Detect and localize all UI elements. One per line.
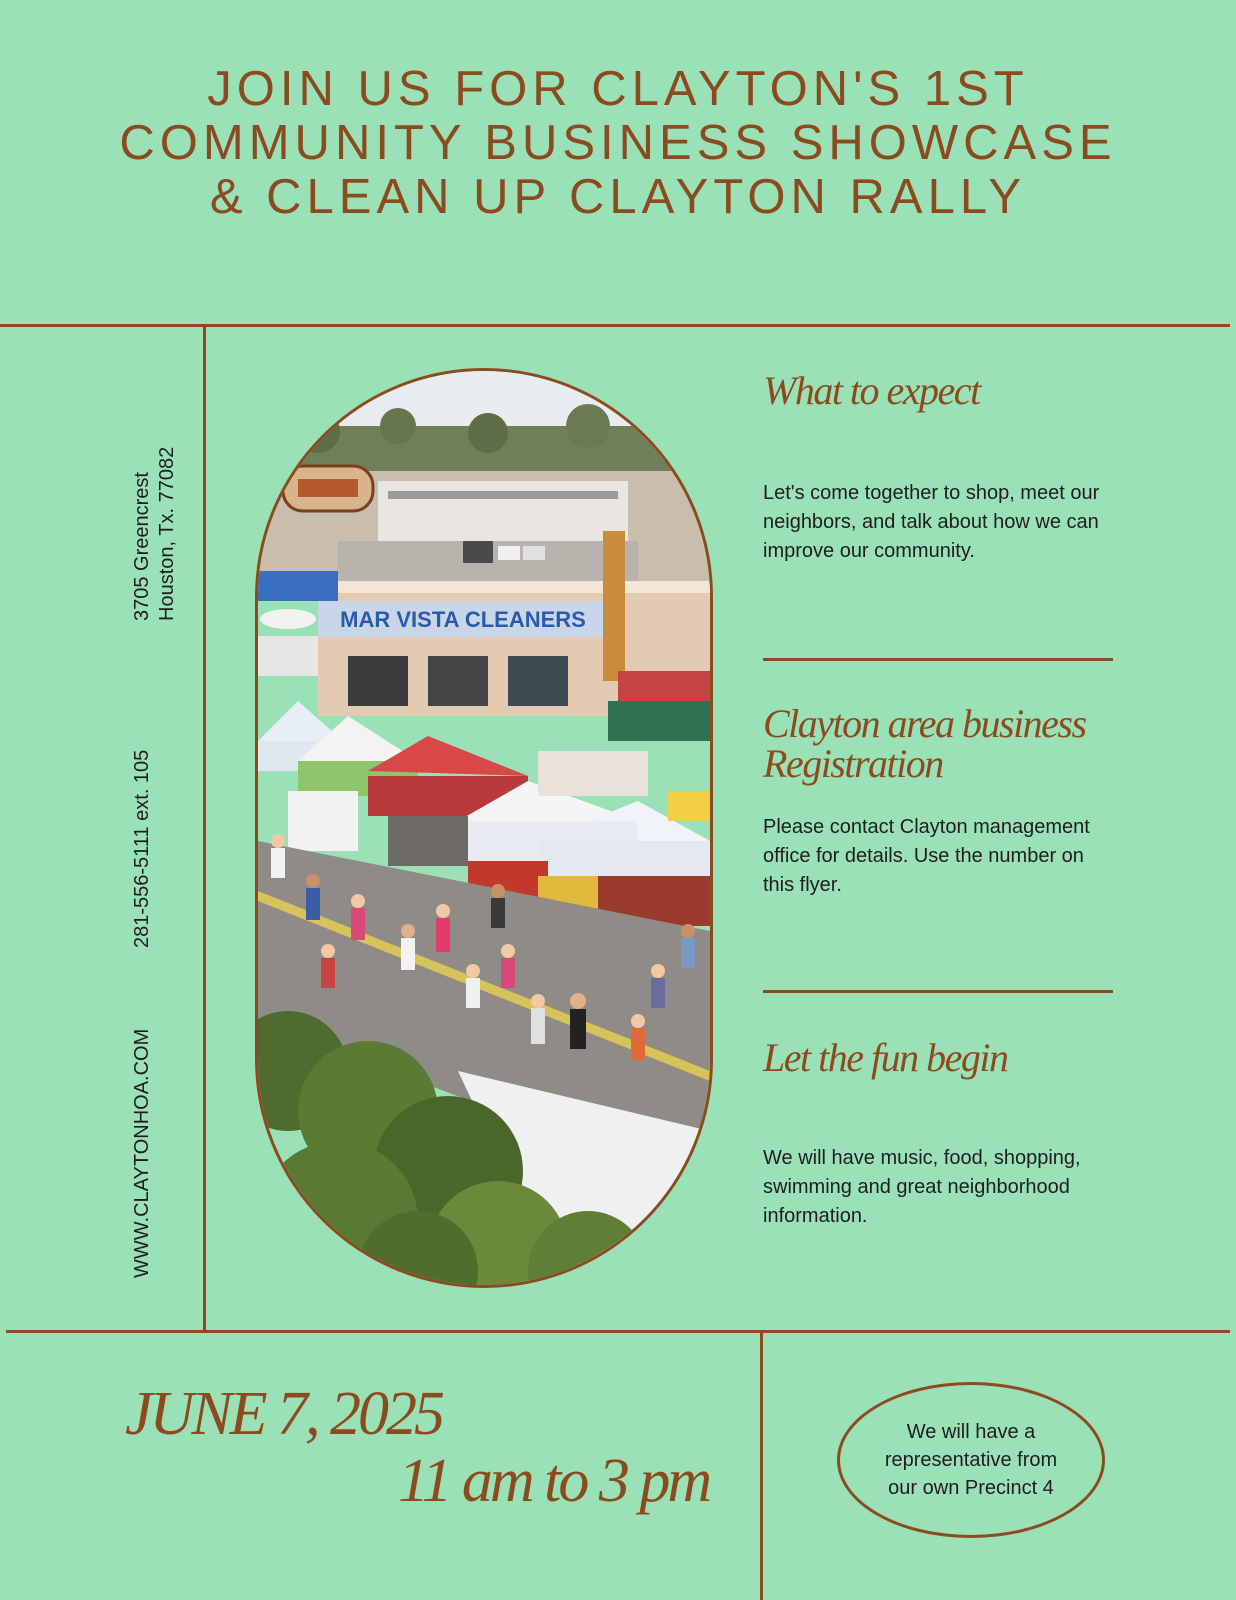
footer-divider <box>760 1332 763 1600</box>
section-divider-1 <box>763 658 1113 661</box>
title-line-3: & CLEAN UP CLAYTON RALLY <box>209 170 1027 224</box>
registration-heading-line-1: Clayton area business <box>763 701 1086 746</box>
sidebar-divider <box>203 326 206 1332</box>
phone-number: 281-556-5111 ext. 105 <box>131 749 153 948</box>
page-title <box>0 62 1236 224</box>
event-time: 11 am to 3 pm <box>398 1447 710 1515</box>
section-body-expect: Let's come together to shop, meet our neighbors, and talk about how we can improve our community. <box>763 482 1100 562</box>
precinct-note: We will have a representative from our own Precinct 4 <box>884 1421 1058 1499</box>
market-photo <box>255 368 713 1288</box>
section-heading-fun: Let the fun begin <box>763 1035 1008 1080</box>
address-block <box>130 447 180 621</box>
bottom-divider <box>6 1330 1230 1333</box>
section-body-registration: Please contact Clayton management office for details. Use the number on this flyer. <box>763 816 1090 896</box>
precinct-note-oval <box>837 1382 1105 1538</box>
address-line-2: Houston, Tx. 77082 <box>156 446 178 621</box>
store-sign <box>318 601 608 637</box>
address-line-1: 3705 Greencrest <box>131 472 153 621</box>
website-link[interactable]: WWW.CLAYTONHOA.COM <box>131 1028 153 1278</box>
section-divider-2 <box>763 990 1113 993</box>
event-date: JUNE 7, 2025 <box>125 1380 443 1448</box>
top-divider <box>0 324 1230 327</box>
registration-heading-line-2: Registration <box>763 741 943 786</box>
section-heading-expect: What to expect <box>763 368 980 413</box>
section-body-fun: We will have music, food, shopping, swimming and great neighborhood information. <box>763 1147 1081 1227</box>
title-line-2: COMMUNITY BUSINESS SHOWCASE <box>119 116 1117 170</box>
svg-text:MAR VISTA CLEANERS: MAR VISTA CLEANERS <box>340 607 586 632</box>
title-line-1: JOIN US FOR CLAYTON'S 1ST <box>207 62 1029 116</box>
section-heading-registration <box>763 701 1143 786</box>
